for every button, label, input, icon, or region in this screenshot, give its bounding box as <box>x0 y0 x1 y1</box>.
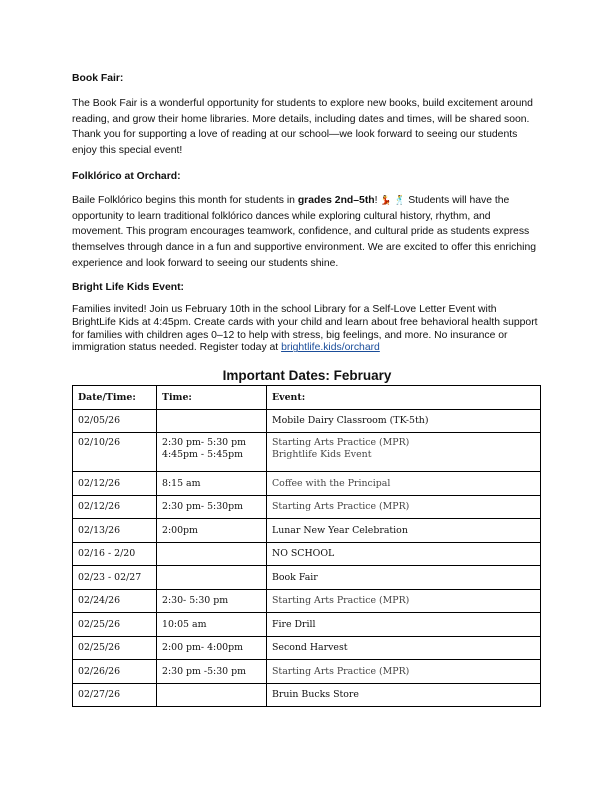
time-line: 2:30 pm- 5:30 pm <box>162 437 246 448</box>
time-cell: 10:05 am <box>157 613 267 637</box>
date-cell: 02/27/26 <box>73 683 157 707</box>
event-cell <box>267 433 541 472</box>
time-line: 4:45pm - 5:45pm <box>162 449 244 460</box>
date-cell: 02/25/26 <box>73 613 157 637</box>
bright-life-body <box>72 304 542 355</box>
table-row <box>73 433 541 472</box>
event-cell: Starting Arts Practice (MPR) <box>267 589 541 613</box>
time-cell <box>157 542 267 566</box>
event-cell: Mobile Dairy Classroom (TK-5th) <box>267 409 541 433</box>
table-row <box>73 660 541 684</box>
time-cell <box>157 409 267 433</box>
column-header-date: Date/Time: <box>73 386 157 410</box>
important-dates-table <box>72 385 541 707</box>
event-cell: Bruin Bucks Store <box>267 683 541 707</box>
date-cell: 02/16 - 2/20 <box>73 542 157 566</box>
table-row <box>73 542 541 566</box>
table-row <box>73 613 541 637</box>
date-cell: 02/25/26 <box>73 636 157 660</box>
dancer-emoji-icon: 💃 🕺 <box>380 195 406 205</box>
date-cell: 02/05/26 <box>73 409 157 433</box>
time-cell: 2:30 pm- 5:30pm <box>157 495 267 519</box>
date-cell: 02/12/26 <box>73 472 157 496</box>
bright-life-body-text: Families invited! Join us February 10th in the school Library for a Self-Love Letter Event with BrightLife Kids at 4:45pm. Create cards with your child and learn about free behavioral health support for families with children ages 0–12 to help with stress, big feelings, and more. No insurance or immigration status needed. Register today at <box>72 304 538 354</box>
date-cell: 02/23 - 02/27 <box>73 566 157 590</box>
event-cell: Second Harvest <box>267 636 541 660</box>
table-row <box>73 566 541 590</box>
event-line: Starting Arts Practice (MPR) <box>272 437 410 448</box>
time-cell: 2:00 pm- 4:00pm <box>157 636 267 660</box>
event-cell: NO SCHOOL <box>267 542 541 566</box>
bright-life-heading: Bright Life Kids Event: <box>72 282 184 293</box>
book-fair-heading: Book Fair: <box>72 73 124 84</box>
table-row <box>73 683 541 707</box>
date-cell: 02/12/26 <box>73 495 157 519</box>
time-cell: 2:00pm <box>157 519 267 543</box>
time-cell <box>157 566 267 590</box>
event-cell: Lunar New Year Celebration <box>267 519 541 543</box>
table-row <box>73 589 541 613</box>
folklorico-body-rest: Students will have the opportunity to learn traditional folklórico dances while exploring cultural history, rhythm, and movement. This program encourages teamwork, confidence, and cultural pride as students express themselves through dance in a fun and supportive environment. We are excited to offer this enriching experience and look forward to seeing our students shine. <box>72 195 537 269</box>
column-header-event: Event: <box>267 386 541 410</box>
time-cell: 2:30 pm -5:30 pm <box>157 660 267 684</box>
table-row <box>73 519 541 543</box>
event-cell: Starting Arts Practice (MPR) <box>267 660 541 684</box>
date-cell: 02/24/26 <box>73 589 157 613</box>
grades-highlight: grades 2nd–5th <box>297 195 375 206</box>
register-link[interactable]: brightlife.kids/orchard <box>281 342 380 354</box>
table-row <box>73 409 541 433</box>
event-cell: Fire Drill <box>267 613 541 637</box>
folklorico-body <box>72 193 542 272</box>
table-row <box>73 636 541 660</box>
folklorico-heading: Folklórico at Orchard: <box>72 171 181 182</box>
event-cell: Starting Arts Practice (MPR) <box>267 495 541 519</box>
column-header-time: Time: <box>157 386 267 410</box>
date-cell: 02/10/26 <box>73 433 157 472</box>
book-fair-body: The Book Fair is a wonderful opportunity for students to explore new books, build excitement around reading, and grow their home libraries. More details, including dates and times, will be shared soon. Thank you for supporting a love of reading at our school—we look forward to seeing our students enjoy this special event! <box>72 98 533 157</box>
table-header-row <box>73 386 541 410</box>
table-row <box>73 472 541 496</box>
time-cell <box>157 683 267 707</box>
event-cell: Book Fair <box>267 566 541 590</box>
important-dates-title: Important Dates: February <box>222 368 392 383</box>
time-cell: 2:30- 5:30 pm <box>157 589 267 613</box>
date-cell: 02/26/26 <box>73 660 157 684</box>
date-cell: 02/13/26 <box>73 519 157 543</box>
event-cell: Coffee with the Principal <box>267 472 541 496</box>
event-line: Brightlife Kids Event <box>272 449 372 460</box>
time-cell: 8:15 am <box>157 472 267 496</box>
folklorico-body-intro: Baile Folklórico begins this month for students in <box>72 195 298 206</box>
exclamation: ! <box>374 195 378 206</box>
time-cell <box>157 433 267 472</box>
table-row <box>73 495 541 519</box>
